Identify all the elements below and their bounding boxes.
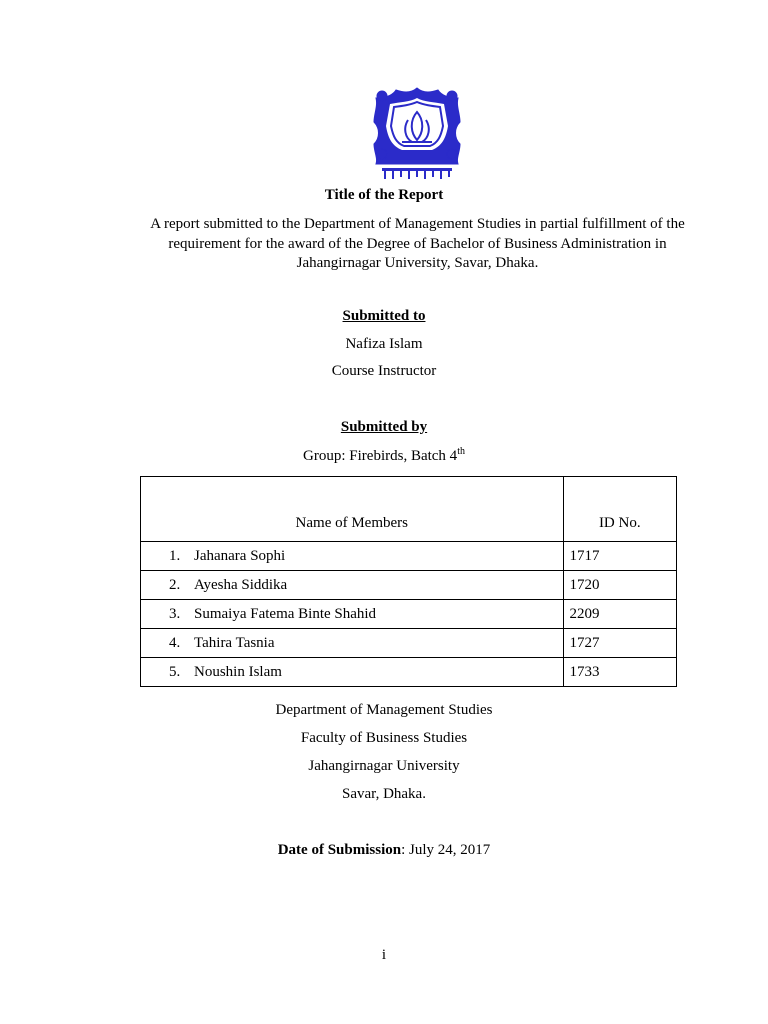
intro-line: A report submitted to the Department of Management Studies in partial fulfillment of the <box>150 216 685 232</box>
member-name-cell: 5. Noushin Islam <box>141 658 564 687</box>
member-id-cell: 1717 <box>563 542 676 571</box>
member-id-cell: 1720 <box>563 571 676 600</box>
member-id-cell: 2209 <box>563 600 676 629</box>
table-row <box>141 600 677 629</box>
instructor-role: Course Instructor <box>331 363 437 379</box>
member-id-cell: 1727 <box>563 629 676 658</box>
submission-date: Date of Submission: July 24, 2017 <box>277 842 491 858</box>
university-line: Jahangirnagar University <box>308 758 460 774</box>
member-name-cell: 4. Tahira Tasnia <box>141 629 564 658</box>
location-line: Savar, Dhaka. <box>342 786 426 802</box>
member-id-cell: 1733 <box>563 658 676 687</box>
submitted-by-heading: Submitted by <box>340 419 428 435</box>
table-row <box>141 658 677 687</box>
intro-line: Jahangirnagar University, Savar, Dhaka. <box>296 255 539 271</box>
submitted-to-heading: Submitted to <box>342 308 426 324</box>
table-row <box>141 629 677 658</box>
intro-line: requirement for the award of the Degree of Bachelor of Business Administration in <box>168 235 667 252</box>
table-row <box>141 571 677 600</box>
department-line: Department of Management Studies <box>275 702 493 718</box>
member-name-cell: 3. Sumaiya Fatema Binte Shahid <box>141 600 564 629</box>
table-row <box>141 542 677 571</box>
intro-paragraph <box>130 215 705 274</box>
members-table <box>140 476 677 687</box>
report-title: Title of the Report <box>324 187 444 203</box>
header-id-no: ID No. <box>563 477 676 542</box>
group-batch-line: Group: Firebirds, Batch 4th <box>303 446 465 464</box>
university-seal-logo <box>372 86 462 182</box>
page-number: i <box>381 947 387 963</box>
instructor-name: Nafiza Islam <box>345 336 423 352</box>
header-name-of-members: Name of Members <box>141 477 564 542</box>
table-header-row <box>141 477 677 542</box>
member-name-cell: 1. Jahanara Sophi <box>141 542 564 571</box>
faculty-line: Faculty of Business Studies <box>300 730 468 746</box>
member-name-cell: 2. Ayesha Siddika <box>141 571 564 600</box>
